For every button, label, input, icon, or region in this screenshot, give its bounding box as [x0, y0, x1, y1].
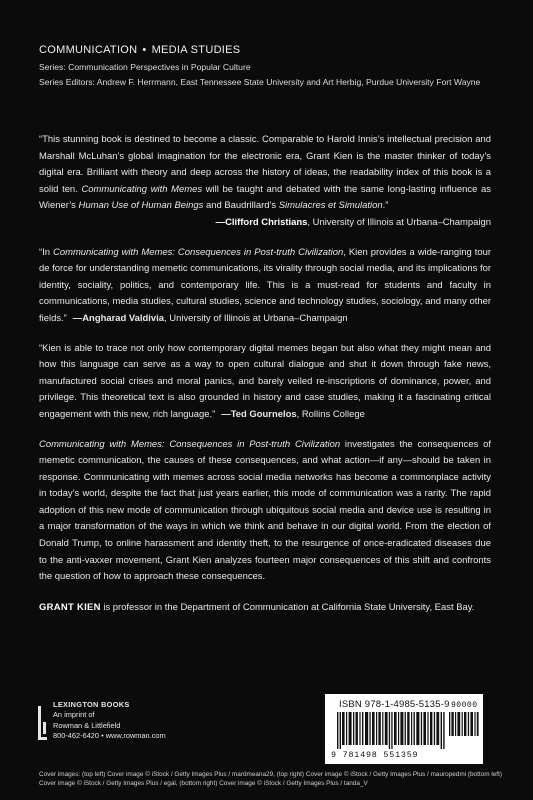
publisher-block [37, 700, 187, 760]
category-communication: COMMUNICATION [39, 44, 138, 56]
category-media-studies: MEDIA STUDIES [151, 44, 241, 56]
endorsement-quote: “In Communicating with Memes: Consequences in Post-truth Civilization, Kien provides a wide-ranging tour de force for understanding memetic communications, its virality through social media, and its implications for identity, sociality, politics, and contemporary life. This is a must-read for students and faculty in communications, media studies, cultural studies, science and technology studies, sociology, and many other fields.” —Angharad Valdivia, University of Illinois at Urbana–Champaign [39, 246, 491, 324]
publisher-imprint: An imprint of [53, 710, 95, 720]
price-addon-digits: 90000 [451, 701, 478, 710]
series-editors: Series Editors: Andrew F. Herrmann, East Tennessee State University and Art Herbig, Purdue University Fort Wayne [39, 77, 481, 87]
endorsement-attribution: —Angharad Valdivia, University of Illinois at Urbana–Champaign [72, 312, 348, 324]
endorsement-1 [39, 132, 491, 232]
addon-barcode-bars-icon [449, 712, 479, 736]
isbn-number: ISBN 978-1-4985-5135-9 [339, 699, 450, 710]
endorsement-attribution: —Ted Gournelos, Rollins College [221, 408, 365, 420]
category-separator: • [142, 44, 147, 56]
barcode-bars-icon [337, 712, 445, 749]
back-cover-text [39, 132, 491, 616]
barcode-digits: 9 781498 551359 [331, 750, 419, 760]
author-name: GRANT KIEN [39, 601, 101, 613]
endorsement-3 [39, 341, 491, 424]
endorsement-quote: “Kien is able to trace not only how contemporary digital memes began but also what they might mean and how this language can serve as a way to open cultural dialogue and shut it down through fake news, manufactured social crises and moral panics, and barely veiled re-inscriptions of dominance, power, and privilege. This theoretical text is also grounded in history and case studies, making it a fascinating critical engagement with this new, rich language.” —Ted Gournelos, Rollins College [39, 342, 491, 420]
publisher-name: LEXINGTON BOOKS [53, 700, 130, 709]
cover-image-credits: Cover images: (top left) Cover image © iStock / Getty Images Plus / mardmeana29, (top right) Cover image © iStock / Getty Images Plus / mauropedmi (bottom left) Cover image © iStock / Getty Images Plus / egal, (bottom right) Cover image © iStock / Getty Images Plus / tanda_V [39, 771, 502, 787]
isbn-barcode [325, 694, 483, 764]
book-description: Communicating with Memes: Consequences in Post-truth Civilization investigates the consequences of memetic communication, the causes of these consequences, and what action—if any—should be taken in response. Communicating with memes across social media networks has become a commonplace activity in today’s world, despite the fact that just years earlier, this mode of communication was a rarity. The rapid adoption of this new mode of communication through ubiquitous social media and device use is resulting in a major transformation of the ways in which we think and behave in our digital world. From the election of Donald Trump, to online harassment and identity theft, to the resurgence of once-eradicated diseases due to the anti-vaxxer movement, Grant Kien analyzes fourteen major consequences of this shift and confronts the question of how to approach these consequences. [39, 438, 491, 583]
series-name: Series: Communication Perspectives in Popular Culture [39, 62, 251, 72]
publisher-contact: 800-462-6420 • www.rowman.com [53, 731, 166, 741]
subject-categories [39, 44, 503, 56]
book-title: Communicating with Memes: Consequences in Post-truth Civilization [39, 438, 341, 450]
endorsement-quote: “This stunning book is destined to become a classic. Comparable to Harold Innis’s intellectual precision and Marshall McLuhan’s global imagination for the electronic era, Grant Kien is the master thinker of today’s digital era. Brilliant with theory and deep across the history of ideas, the readability index of this book is a solid ten. Communicating with Memes will be taught and debated with the same long-lasting influence as Wiener’s Human Use of Human Beings and Baudrillard’s Simulacres et Simulation.” [39, 134, 491, 212]
series-header [39, 44, 503, 92]
author-bio: GRANT KIEN is professor in the Department of Communication at California State University, East Bay. [39, 601, 475, 613]
endorsement-attribution: —Clifford Christians, University of Illinois at Urbana–Champaign [215, 216, 491, 228]
lexington-logo-icon [37, 706, 48, 746]
endorsement-2 [39, 245, 491, 328]
publisher-parent: Rowman & Littlefield [53, 720, 121, 730]
